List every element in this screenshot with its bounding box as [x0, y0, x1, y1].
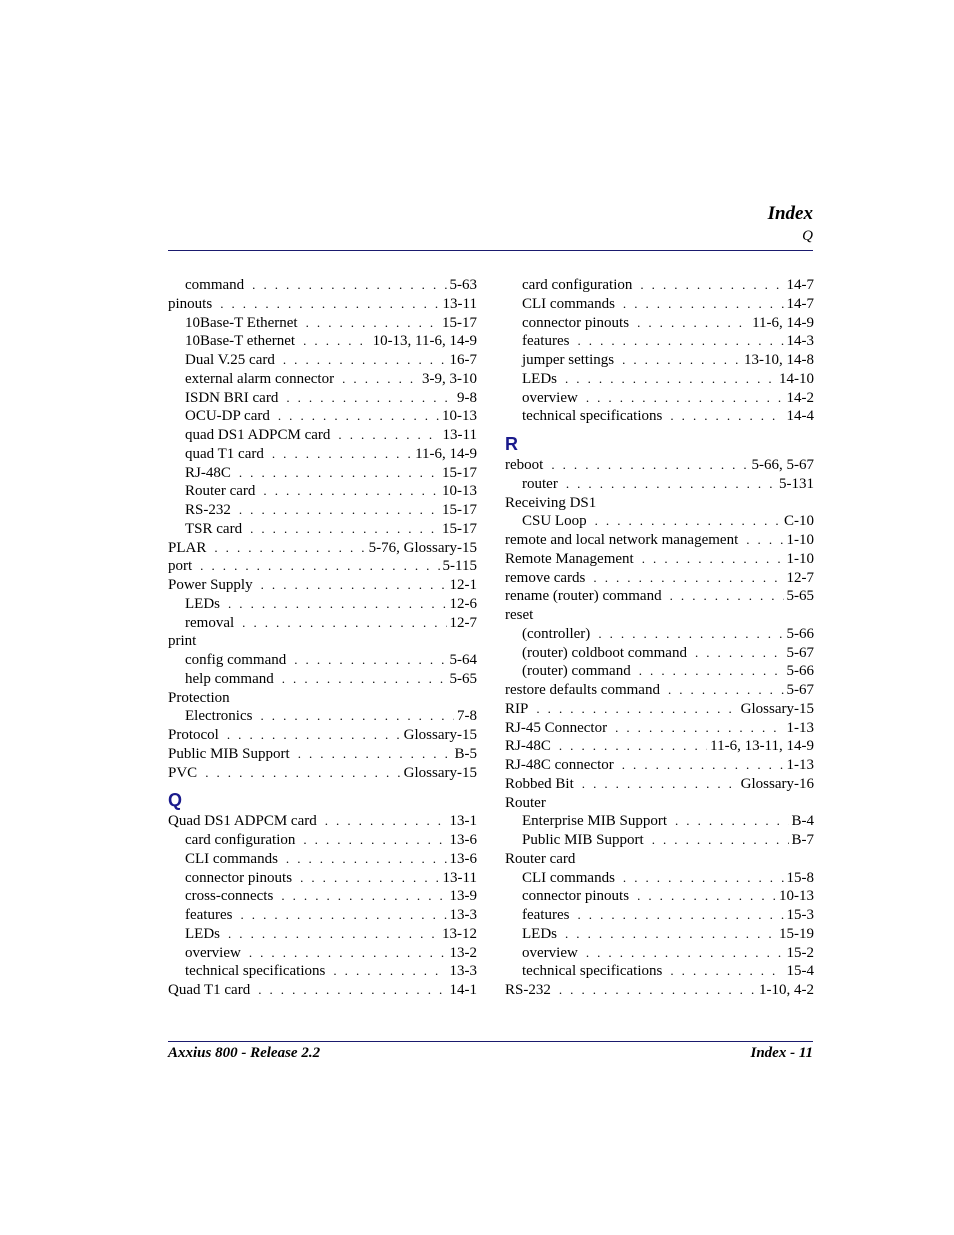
index-subentry — [168, 464, 477, 483]
index-page-ref: 14-7 — [786, 277, 814, 293]
dot-leader — [294, 651, 446, 670]
index-entry — [505, 606, 814, 625]
index-subentry — [168, 887, 477, 906]
index-page-ref: 15-17 — [442, 314, 477, 331]
footer-rule — [168, 1041, 813, 1042]
index-subentry — [168, 707, 477, 726]
index-term: jumper settings — [522, 352, 615, 368]
index-entry — [505, 981, 814, 1000]
index-entry — [505, 550, 814, 569]
index-subentry — [505, 351, 814, 370]
dot-leader — [652, 831, 789, 850]
dot-leader — [200, 557, 439, 576]
index-term: rename (router) command — [505, 588, 662, 605]
dot-leader — [577, 332, 783, 351]
dot-leader — [565, 925, 776, 944]
index-term: Public MIB Support — [168, 745, 290, 762]
dot-leader — [282, 670, 447, 689]
index-entry — [168, 689, 477, 708]
index-page-ref: Glossary-15 — [403, 727, 477, 743]
dot-leader — [261, 576, 447, 595]
index-page-ref: 1-13 — [786, 719, 814, 736]
index-term: overview — [522, 389, 578, 406]
index-term: RJ-48C connector — [505, 757, 614, 773]
index-page-ref: 14-4 — [786, 408, 814, 425]
index-page-ref: C-10 — [784, 513, 814, 530]
index-entry — [168, 745, 477, 764]
dot-leader — [639, 662, 784, 681]
index-term: command — [185, 277, 245, 293]
index-subentry — [168, 962, 477, 981]
index-entry — [168, 295, 477, 314]
dot-leader — [622, 756, 784, 775]
dot-leader — [214, 539, 365, 558]
index-subentry — [505, 962, 814, 981]
dot-leader — [306, 314, 439, 333]
index-entry — [168, 726, 477, 745]
index-page-ref: 9-8 — [457, 389, 477, 406]
index-page-ref: 13-3 — [449, 963, 477, 980]
index-term: quad DS1 ADPCM card — [185, 427, 331, 443]
page-title: Index — [767, 203, 813, 224]
index-page-ref: 13-6 — [449, 832, 477, 848]
dot-leader — [670, 962, 783, 981]
dot-leader — [227, 726, 401, 745]
index-page-ref: 13-6 — [449, 850, 477, 867]
index-term: PLAR — [168, 539, 207, 556]
index-entry — [505, 456, 814, 475]
index-entry — [168, 539, 477, 558]
index-entry — [505, 587, 814, 606]
index-page-ref: 15-8 — [786, 869, 814, 886]
dot-leader — [286, 850, 447, 869]
dot-leader — [670, 587, 784, 606]
index-subentry — [168, 332, 477, 351]
index-entry — [168, 764, 477, 783]
index-page-ref: 11-6, 14-9 — [752, 314, 814, 331]
index-term: LEDs — [185, 925, 220, 942]
index-page-ref: 10-13, 11-6, 14-9 — [372, 333, 477, 350]
index-page-ref: 5-67 — [786, 644, 814, 661]
index-term: remove cards — [505, 569, 586, 586]
footer-document-title: Axxius 800 - Release 2.2 — [168, 1045, 321, 1061]
index-page-ref: 10-13 — [442, 483, 477, 500]
dot-leader — [623, 295, 784, 314]
index-term: print — [168, 633, 197, 650]
dot-leader — [298, 745, 452, 764]
dot-leader — [281, 887, 446, 906]
index-subentry — [168, 520, 477, 539]
dot-leader — [325, 812, 447, 831]
index-subentry — [505, 831, 814, 850]
index-term: Quad T1 card — [168, 982, 251, 998]
index-term: card configuration — [522, 277, 633, 293]
index-subentry — [168, 651, 477, 670]
index-page-ref: Glossary-16 — [740, 775, 814, 792]
dot-leader — [283, 351, 447, 370]
index-page-ref: 15-2 — [786, 944, 814, 961]
dot-leader — [263, 482, 439, 501]
index-term: CLI commands — [522, 295, 615, 312]
index-term: features — [185, 907, 233, 923]
index-term: config command — [185, 652, 287, 668]
index-page-ref: 16-7 — [449, 352, 477, 368]
index-term: Public MIB Support — [522, 832, 644, 848]
index-term: Remote Management — [505, 550, 634, 567]
section-letter: Q — [802, 228, 813, 244]
dot-leader — [695, 644, 784, 663]
index-term: (router) command — [522, 663, 631, 680]
index-entry — [505, 681, 814, 700]
index-page-ref: 13-12 — [442, 925, 477, 942]
dot-leader — [242, 614, 446, 633]
dot-leader — [675, 812, 789, 831]
index-term: connector pinouts — [522, 314, 630, 331]
index-term: Robbed Bit — [505, 775, 574, 792]
index-term: CLI commands — [522, 869, 615, 886]
dot-leader — [622, 351, 741, 370]
index-subentry — [505, 314, 814, 333]
index-entry — [505, 719, 814, 738]
dot-leader — [566, 475, 776, 494]
index-page-ref: 13-2 — [449, 944, 477, 961]
dot-leader — [239, 464, 439, 483]
index-page-ref: 1-10 — [786, 550, 814, 567]
index-page-ref: 11-6, 13-11, 14-9 — [710, 738, 814, 755]
footer-page-number: Index - 11 — [750, 1045, 813, 1061]
index-page-ref: 10-13 — [779, 888, 814, 905]
dot-leader — [205, 764, 400, 783]
dot-leader — [333, 962, 446, 981]
dot-leader — [565, 370, 776, 389]
index-term: features — [522, 907, 570, 923]
index-subentry — [505, 906, 814, 925]
index-letter-heading: Q — [168, 790, 183, 811]
dot-leader — [746, 531, 783, 550]
index-column-left — [168, 276, 477, 1000]
index-subentry — [505, 295, 814, 314]
index-term: reboot — [505, 457, 544, 473]
index-subentry — [505, 644, 814, 663]
index-subentry — [168, 389, 477, 408]
index-page-ref: 1-10, 4-2 — [759, 982, 814, 998]
index-term: Quad DS1 ADPCM card — [168, 813, 317, 830]
index-page-ref: 15-3 — [786, 907, 814, 923]
index-term: external alarm connector — [185, 370, 335, 387]
index-term: Dual V.25 card — [185, 352, 275, 368]
index-term: ISDN BRI card — [185, 389, 279, 406]
dot-leader — [642, 550, 784, 569]
index-entry — [505, 756, 814, 775]
index-page-ref: 5-63 — [449, 277, 477, 293]
index-term: OCU-DP card — [185, 408, 270, 425]
index-page-ref: 1-13 — [786, 757, 814, 773]
dot-leader — [586, 944, 784, 963]
index-entry — [505, 700, 814, 719]
index-page-ref: 5-66 — [786, 625, 814, 642]
index-term: LEDs — [522, 925, 557, 942]
index-term: router — [522, 475, 558, 492]
index-page-ref: 12-6 — [449, 595, 477, 612]
index-term: overview — [522, 944, 578, 961]
index-entry — [168, 632, 477, 651]
index-subentry — [505, 887, 814, 906]
index-subentry — [505, 925, 814, 944]
index-term: Protection — [168, 689, 230, 706]
index-page-ref: 15-17 — [442, 464, 477, 481]
index-term: TSR card — [185, 520, 243, 537]
index-subentry — [168, 595, 477, 614]
dot-leader — [668, 681, 784, 700]
index-page-ref: Glossary-15 — [740, 700, 814, 717]
header-rule — [168, 250, 813, 251]
index-page-ref: 5-76, Glossary-15 — [368, 539, 477, 556]
dot-leader — [220, 295, 439, 314]
index-subentry — [505, 869, 814, 888]
index-subentry — [168, 426, 477, 445]
index-term: features — [522, 333, 570, 350]
index-page-ref: 14-3 — [786, 333, 814, 350]
dot-leader — [595, 512, 781, 531]
index-term: 10Base-T Ethernet — [185, 314, 298, 331]
dot-leader — [303, 831, 446, 850]
index-entry — [168, 981, 477, 1000]
index-term: help command — [185, 670, 274, 687]
dot-leader — [338, 426, 439, 445]
index-page-ref: 12-7 — [449, 614, 477, 631]
index-term: technical specifications — [522, 963, 663, 980]
dot-leader — [598, 625, 783, 644]
index-subentry — [168, 614, 477, 633]
index-term: Electronics — [185, 708, 253, 725]
index-subentry — [505, 475, 814, 494]
index-term: connector pinouts — [522, 888, 630, 905]
index-subentry — [168, 925, 477, 944]
dot-leader — [559, 981, 756, 1000]
index-term: technical specifications — [522, 408, 663, 425]
index-page-ref: 5-66, 5-67 — [751, 457, 814, 473]
index-page-ref: 15-17 — [442, 502, 477, 518]
index-term: Protocol — [168, 727, 219, 743]
index-subentry — [505, 389, 814, 408]
dot-leader — [615, 719, 783, 738]
index-term: technical specifications — [185, 963, 326, 980]
index-term: port — [168, 558, 193, 575]
dot-leader — [593, 569, 783, 588]
dot-leader — [252, 276, 446, 295]
dot-leader — [342, 370, 419, 389]
index-term: restore defaults command — [505, 682, 660, 698]
index-term: overview — [185, 944, 241, 961]
index-page-ref: 13-11 — [442, 869, 477, 886]
index-page-ref: 14-7 — [786, 295, 814, 312]
dot-leader — [640, 276, 783, 295]
index-subentry — [168, 944, 477, 963]
index-page-ref: B-4 — [791, 813, 814, 830]
index-term: Enterprise MIB Support — [522, 813, 667, 830]
index-entry — [168, 576, 477, 595]
index-subentry — [505, 812, 814, 831]
index-page-ref: 5-67 — [786, 682, 814, 698]
index-subentry — [168, 314, 477, 333]
index-entry — [505, 531, 814, 550]
index-term: RJ-48C — [505, 738, 551, 755]
index-term: 10Base-T ethernet — [185, 333, 296, 350]
index-term: (controller) — [522, 625, 591, 642]
index-page-ref: 12-1 — [449, 577, 477, 593]
index-term: Power Supply — [168, 577, 253, 593]
dot-leader — [250, 520, 439, 539]
index-term: remote and local network management — [505, 532, 739, 548]
index-term: pinouts — [168, 295, 213, 312]
index-subentry — [168, 670, 477, 689]
index-term: cross-connects — [185, 888, 274, 905]
index-term: CLI commands — [185, 850, 278, 867]
dot-leader — [670, 407, 783, 426]
index-term: quad T1 card — [185, 445, 264, 462]
dot-leader — [286, 389, 454, 408]
index-page-ref: 13-11 — [442, 295, 477, 312]
index-page-ref: 7-8 — [457, 708, 477, 725]
index-term: LEDs — [185, 595, 220, 612]
index-entry — [505, 775, 814, 794]
index-page-ref: 14-2 — [786, 389, 814, 406]
index-term: PVC — [168, 764, 198, 781]
index-term: LEDs — [522, 370, 557, 387]
index-page-ref: B-5 — [454, 745, 477, 762]
dot-leader — [239, 501, 439, 520]
index-term: RJ-45 Connector — [505, 719, 608, 736]
index-entry — [505, 850, 814, 869]
index-page-ref: 14-1 — [449, 982, 477, 998]
dot-leader — [260, 707, 454, 726]
index-term: Receiving DS1 — [505, 494, 597, 511]
index-subentry — [505, 407, 814, 426]
index-page-ref: 5-65 — [449, 670, 477, 687]
index-term: Router card — [185, 483, 256, 500]
index-term: card configuration — [185, 832, 296, 848]
index-subentry — [168, 501, 477, 520]
index-page-ref: 5-65 — [786, 588, 814, 605]
dot-leader — [300, 869, 439, 888]
index-page-ref: B-7 — [791, 832, 814, 848]
index-page-ref: 13-3 — [449, 907, 477, 923]
dot-leader — [228, 925, 439, 944]
index-entry — [505, 569, 814, 588]
dot-leader — [577, 906, 783, 925]
index-entry — [505, 794, 814, 813]
index-subentry — [505, 276, 814, 295]
index-page-ref: 14-10 — [779, 370, 814, 387]
dot-leader — [637, 887, 776, 906]
index-page-ref: 5-64 — [449, 652, 477, 668]
dot-leader — [586, 389, 784, 408]
index-subentry — [505, 625, 814, 644]
index-subentry — [505, 662, 814, 681]
index-entry — [505, 494, 814, 513]
index-subentry — [168, 276, 477, 295]
index-subentry — [168, 445, 477, 464]
dot-leader — [559, 737, 707, 756]
index-subentry — [505, 944, 814, 963]
index-page-ref: 13-10, 14-8 — [744, 352, 814, 368]
dot-leader — [278, 407, 439, 426]
index-page-ref: 13-9 — [449, 888, 477, 905]
dot-leader — [303, 332, 369, 351]
index-term: CSU Loop — [522, 513, 587, 530]
index-term: (router) coldboot command — [522, 644, 687, 661]
dot-leader — [249, 944, 447, 963]
dot-leader — [623, 869, 784, 888]
index-page-ref: 3-9, 3-10 — [422, 370, 477, 387]
index-subentry — [168, 407, 477, 426]
dot-leader — [240, 906, 446, 925]
index-column-right — [505, 276, 814, 1000]
index-term: removal — [185, 614, 235, 631]
dot-leader — [551, 456, 748, 475]
index-subentry — [505, 332, 814, 351]
index-page-ref: 13-1 — [449, 813, 477, 830]
index-letter-heading: R — [505, 434, 518, 454]
dot-leader — [582, 775, 738, 794]
index-term: RIP — [505, 700, 529, 717]
index-page-ref: 15-4 — [786, 963, 814, 980]
dot-leader — [272, 445, 412, 464]
index-page-ref: 13-11 — [442, 427, 477, 443]
index-subentry — [168, 482, 477, 501]
index-subentry — [168, 869, 477, 888]
index-term: connector pinouts — [185, 869, 293, 886]
index-page-ref: 5-115 — [442, 558, 477, 575]
index-entry — [505, 737, 814, 756]
dot-leader — [228, 595, 447, 614]
index-page-ref: 1-10 — [786, 532, 814, 548]
index-subentry — [168, 351, 477, 370]
index-page-ref: 10-13 — [442, 408, 477, 425]
index-page-ref: 5-131 — [779, 475, 814, 492]
index-subentry — [505, 370, 814, 389]
index-page-ref: 15-19 — [779, 925, 814, 942]
index-term: reset — [505, 607, 534, 623]
index-page-ref: 15-17 — [442, 520, 477, 537]
index-subentry — [168, 370, 477, 389]
dot-leader — [637, 314, 749, 333]
index-term: Router — [505, 794, 546, 811]
index-subentry — [505, 512, 814, 531]
index-subentry — [168, 831, 477, 850]
index-page-ref: 12-7 — [786, 569, 814, 586]
index-page-ref: 5-66 — [786, 663, 814, 680]
index-term: RS-232 — [185, 502, 231, 518]
dot-leader — [258, 981, 446, 1000]
index-term: Router card — [505, 850, 576, 867]
index-page-ref: 11-6, 14-9 — [415, 445, 477, 462]
index-subentry — [168, 906, 477, 925]
index-entry — [168, 812, 477, 831]
index-term: RS-232 — [505, 982, 551, 998]
index-term: RJ-48C — [185, 464, 231, 481]
index-page-ref: Glossary-15 — [403, 764, 477, 781]
index-entry — [168, 557, 477, 576]
dot-leader — [536, 700, 737, 719]
index-subentry — [168, 850, 477, 869]
